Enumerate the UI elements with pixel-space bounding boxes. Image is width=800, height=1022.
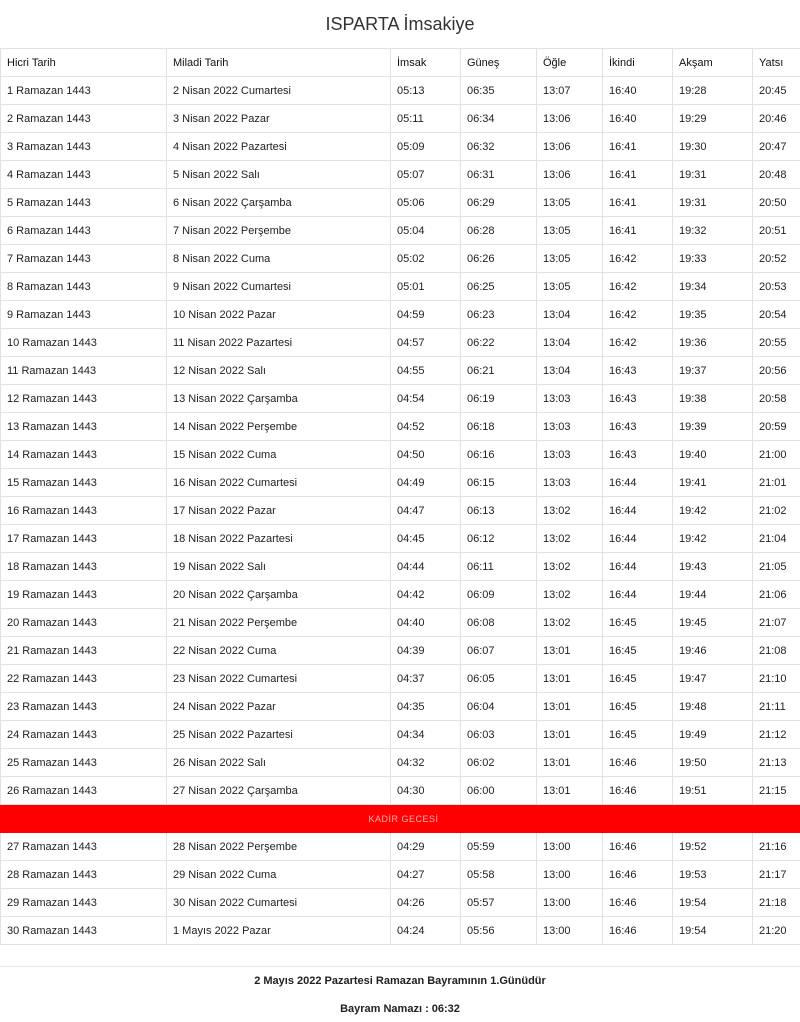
table-cell: 16:42 (603, 329, 673, 357)
table-cell: 13:05 (537, 217, 603, 245)
table-row (1, 609, 800, 637)
table-row (1, 553, 800, 581)
table-cell: 21:11 (753, 693, 800, 721)
table-cell: 19 Nisan 2022 Salı (167, 553, 391, 581)
table-cell: 21:16 (753, 833, 800, 861)
table-cell: 16:45 (603, 637, 673, 665)
column-header: Yatsı (753, 49, 800, 77)
table-cell: 06:22 (461, 329, 537, 357)
table-cell: 16 Nisan 2022 Cumartesi (167, 469, 391, 497)
table-cell: 13:05 (537, 245, 603, 273)
table-cell: 16:42 (603, 245, 673, 273)
table-cell: 11 Nisan 2022 Pazartesi (167, 329, 391, 357)
table-row (1, 693, 800, 721)
table-cell: 20:47 (753, 133, 800, 161)
column-header: Öğle (537, 49, 603, 77)
table-cell: 21:04 (753, 525, 800, 553)
table-cell: 19:50 (673, 749, 753, 777)
table-cell: 16:46 (603, 777, 673, 805)
table-row (1, 189, 800, 217)
table-cell: 16:46 (603, 861, 673, 889)
table-cell: 13:00 (537, 889, 603, 917)
table-cell: 19:46 (673, 637, 753, 665)
table-cell: 06:32 (461, 133, 537, 161)
table-cell: 13:04 (537, 301, 603, 329)
table-cell: 05:09 (391, 133, 461, 161)
table-cell: 06:23 (461, 301, 537, 329)
table-cell: 06:35 (461, 77, 537, 105)
table-cell: 19:43 (673, 553, 753, 581)
table-row (1, 133, 800, 161)
table-cell: 06:18 (461, 413, 537, 441)
table-cell: 19 Ramazan 1443 (1, 581, 167, 609)
table-cell: 16:42 (603, 273, 673, 301)
page-title: ISPARTA İmsakiye (325, 14, 475, 34)
table-cell: 20 Nisan 2022 Çarşamba (167, 581, 391, 609)
table-cell: 13:02 (537, 553, 603, 581)
table-row (1, 245, 800, 273)
table-cell: 21 Ramazan 1443 (1, 637, 167, 665)
table-cell: 21:18 (753, 889, 800, 917)
table-cell: 05:58 (461, 861, 537, 889)
table-cell: 06:11 (461, 553, 537, 581)
table-cell: 16:46 (603, 889, 673, 917)
table-cell: 14 Nisan 2022 Perşembe (167, 413, 391, 441)
table-cell: 19:51 (673, 777, 753, 805)
table-cell: 5 Ramazan 1443 (1, 189, 167, 217)
table-row (1, 581, 800, 609)
table-cell: 05:57 (461, 889, 537, 917)
column-header: Miladi Tarih (167, 49, 391, 77)
table-cell: 19:48 (673, 693, 753, 721)
table-row (1, 357, 800, 385)
table-row (1, 889, 800, 917)
table-cell: 16:45 (603, 665, 673, 693)
table-cell: 16:44 (603, 469, 673, 497)
table-row (1, 833, 800, 861)
table-cell: 19:53 (673, 861, 753, 889)
table-cell: 12 Ramazan 1443 (1, 385, 167, 413)
table-cell: 19:34 (673, 273, 753, 301)
table-cell: 06:12 (461, 525, 537, 553)
table-cell: 06:13 (461, 497, 537, 525)
column-header: Akşam (673, 49, 753, 77)
table-cell: 8 Ramazan 1443 (1, 273, 167, 301)
table-cell: 15 Ramazan 1443 (1, 469, 167, 497)
table-cell: 2 Ramazan 1443 (1, 105, 167, 133)
table-cell: 16:44 (603, 525, 673, 553)
table-cell: 06:05 (461, 665, 537, 693)
table-cell: 12 Nisan 2022 Salı (167, 357, 391, 385)
table-cell: 05:02 (391, 245, 461, 273)
table-cell: 5 Nisan 2022 Salı (167, 161, 391, 189)
table-row (1, 917, 800, 945)
table-cell: 21:06 (753, 581, 800, 609)
table-cell: 04:49 (391, 469, 461, 497)
table-cell: 17 Nisan 2022 Pazar (167, 497, 391, 525)
table-cell: 21:15 (753, 777, 800, 805)
table-cell: 04:52 (391, 413, 461, 441)
table-cell: 30 Nisan 2022 Cumartesi (167, 889, 391, 917)
table-cell: 04:40 (391, 609, 461, 637)
table-cell: 29 Ramazan 1443 (1, 889, 167, 917)
table-cell: 13:03 (537, 385, 603, 413)
table-cell: 23 Ramazan 1443 (1, 693, 167, 721)
table-cell: 06:16 (461, 441, 537, 469)
table-cell: 19:54 (673, 889, 753, 917)
table-cell: 19:39 (673, 413, 753, 441)
table-cell: 21:10 (753, 665, 800, 693)
table-cell: 24 Ramazan 1443 (1, 721, 167, 749)
table-cell: 6 Nisan 2022 Çarşamba (167, 189, 391, 217)
table-row (1, 469, 800, 497)
table-cell: 13:03 (537, 413, 603, 441)
table-cell: 04:34 (391, 721, 461, 749)
table-row (1, 77, 800, 105)
kadir-gecesi-label: KADİR GECESİ (1, 805, 800, 833)
table-cell: 20:59 (753, 413, 800, 441)
table-cell: 21:05 (753, 553, 800, 581)
table-cell: 06:15 (461, 469, 537, 497)
table-cell: 13:02 (537, 609, 603, 637)
table-cell: 22 Nisan 2022 Cuma (167, 637, 391, 665)
table-cell: 21 Nisan 2022 Perşembe (167, 609, 391, 637)
table-cell: 06:07 (461, 637, 537, 665)
table-cell: 06:02 (461, 749, 537, 777)
table-cell: 05:59 (461, 833, 537, 861)
table-cell: 7 Nisan 2022 Perşembe (167, 217, 391, 245)
table-cell: 19:52 (673, 833, 753, 861)
table-cell: 06:25 (461, 273, 537, 301)
table-cell: 13:03 (537, 469, 603, 497)
table-cell: 17 Ramazan 1443 (1, 525, 167, 553)
table-row (1, 721, 800, 749)
table-cell: 4 Nisan 2022 Pazartesi (167, 133, 391, 161)
table-cell: 13:01 (537, 665, 603, 693)
table-cell: 9 Nisan 2022 Cumartesi (167, 273, 391, 301)
table-cell: 04:59 (391, 301, 461, 329)
table-cell: 13:06 (537, 105, 603, 133)
table-cell: 13:07 (537, 77, 603, 105)
table-cell: 21:00 (753, 441, 800, 469)
table-cell: 06:04 (461, 693, 537, 721)
table-cell: 19:54 (673, 917, 753, 945)
table-cell: 06:26 (461, 245, 537, 273)
table-cell: 04:27 (391, 861, 461, 889)
table-cell: 04:57 (391, 329, 461, 357)
table-cell: 04:26 (391, 889, 461, 917)
table-cell: 6 Ramazan 1443 (1, 217, 167, 245)
table-cell: 21:20 (753, 917, 800, 945)
table-header-row (1, 49, 800, 77)
table-cell: 23 Nisan 2022 Cumartesi (167, 665, 391, 693)
table-cell: 29 Nisan 2022 Cuma (167, 861, 391, 889)
table-cell: 20:54 (753, 301, 800, 329)
table-cell: 3 Ramazan 1443 (1, 133, 167, 161)
table-cell: 16:43 (603, 413, 673, 441)
table-cell: 05:11 (391, 105, 461, 133)
table-cell: 13:01 (537, 749, 603, 777)
table-row (1, 301, 800, 329)
table-cell: 13:04 (537, 357, 603, 385)
table-row (1, 777, 800, 805)
table-cell: 20:51 (753, 217, 800, 245)
table-cell: 19:31 (673, 189, 753, 217)
table-cell: 19:31 (673, 161, 753, 189)
table-cell: 13:00 (537, 833, 603, 861)
column-header: Hicri Tarih (1, 49, 167, 77)
table-cell: 4 Ramazan 1443 (1, 161, 167, 189)
table-cell: 16:46 (603, 833, 673, 861)
table-cell: 19:49 (673, 721, 753, 749)
table-cell: 21:13 (753, 749, 800, 777)
table-cell: 05:13 (391, 77, 461, 105)
table-cell: 13:06 (537, 133, 603, 161)
table-cell: 21:02 (753, 497, 800, 525)
table-cell: 19:35 (673, 301, 753, 329)
table-row (1, 861, 800, 889)
table-cell: 19:41 (673, 469, 753, 497)
kadir-gecesi-row (1, 805, 800, 833)
table-cell: 13:05 (537, 273, 603, 301)
table-cell: 04:50 (391, 441, 461, 469)
table-cell: 19:44 (673, 581, 753, 609)
table-cell: 16:40 (603, 105, 673, 133)
table-cell: 19:42 (673, 525, 753, 553)
table-cell: 9 Ramazan 1443 (1, 301, 167, 329)
column-header: Güneş (461, 49, 537, 77)
table-cell: 04:35 (391, 693, 461, 721)
table-cell: 06:19 (461, 385, 537, 413)
table-row (1, 497, 800, 525)
table-cell: 20:58 (753, 385, 800, 413)
table-cell: 19:36 (673, 329, 753, 357)
table-cell: 04:42 (391, 581, 461, 609)
table-cell: 28 Ramazan 1443 (1, 861, 167, 889)
table-cell: 13:02 (537, 525, 603, 553)
table-cell: 7 Ramazan 1443 (1, 245, 167, 273)
table-cell: 30 Ramazan 1443 (1, 917, 167, 945)
table-cell: 16:41 (603, 133, 673, 161)
table-cell: 05:01 (391, 273, 461, 301)
table-cell: 25 Ramazan 1443 (1, 749, 167, 777)
table-cell: 04:45 (391, 525, 461, 553)
table-cell: 28 Nisan 2022 Perşembe (167, 833, 391, 861)
table-cell: 13:02 (537, 497, 603, 525)
table-cell: 1 Mayıs 2022 Pazar (167, 917, 391, 945)
table-cell: 21:12 (753, 721, 800, 749)
table-row (1, 413, 800, 441)
table-cell: 13:00 (537, 861, 603, 889)
table-cell: 16:40 (603, 77, 673, 105)
table-cell: 05:04 (391, 217, 461, 245)
table-body (1, 77, 800, 945)
table-cell: 24 Nisan 2022 Pazar (167, 693, 391, 721)
table-cell: 19:45 (673, 609, 753, 637)
table-cell: 19:33 (673, 245, 753, 273)
table-cell: 18 Ramazan 1443 (1, 553, 167, 581)
table-cell: 06:03 (461, 721, 537, 749)
table-cell: 16:43 (603, 357, 673, 385)
table-cell: 20:53 (753, 273, 800, 301)
table-cell: 13:06 (537, 161, 603, 189)
table-cell: 26 Ramazan 1443 (1, 777, 167, 805)
table-cell: 20:52 (753, 245, 800, 273)
table-cell: 06:08 (461, 609, 537, 637)
table-row (1, 329, 800, 357)
column-header: İmsak (391, 49, 461, 77)
bayram-namazi-time: Bayram Namazı : 06:32 (340, 1003, 460, 1015)
table-row (1, 161, 800, 189)
table-cell: 16:44 (603, 497, 673, 525)
table-cell: 19:28 (673, 77, 753, 105)
table-cell: 16:41 (603, 161, 673, 189)
table-cell: 10 Ramazan 1443 (1, 329, 167, 357)
table-cell: 06:34 (461, 105, 537, 133)
table-cell: 04:47 (391, 497, 461, 525)
table-cell: 06:31 (461, 161, 537, 189)
table-cell: 13:03 (537, 441, 603, 469)
table-row (1, 105, 800, 133)
table-cell: 19:37 (673, 357, 753, 385)
table-cell: 16:45 (603, 693, 673, 721)
table-cell: 16:45 (603, 721, 673, 749)
table-cell: 25 Nisan 2022 Pazartesi (167, 721, 391, 749)
table-cell: 04:54 (391, 385, 461, 413)
table-cell: 16 Ramazan 1443 (1, 497, 167, 525)
table-cell: 13:01 (537, 693, 603, 721)
table-cell: 13:02 (537, 581, 603, 609)
table-cell: 06:29 (461, 189, 537, 217)
table-cell: 16:43 (603, 385, 673, 413)
table-cell: 05:56 (461, 917, 537, 945)
table-cell: 20:55 (753, 329, 800, 357)
table-cell: 19:32 (673, 217, 753, 245)
table-cell: 15 Nisan 2022 Cuma (167, 441, 391, 469)
table-row (1, 749, 800, 777)
table-cell: 16:46 (603, 917, 673, 945)
table-cell: 18 Nisan 2022 Pazartesi (167, 525, 391, 553)
table-cell: 13:05 (537, 189, 603, 217)
table-cell: 27 Nisan 2022 Çarşamba (167, 777, 391, 805)
table-cell: 16:43 (603, 441, 673, 469)
table-cell: 06:09 (461, 581, 537, 609)
table-cell: 21:17 (753, 861, 800, 889)
table-cell: 04:37 (391, 665, 461, 693)
table-cell: 06:28 (461, 217, 537, 245)
table-cell: 27 Ramazan 1443 (1, 833, 167, 861)
table-cell: 13:04 (537, 329, 603, 357)
table-cell: 13 Nisan 2022 Çarşamba (167, 385, 391, 413)
table-row (1, 385, 800, 413)
table-cell: 10 Nisan 2022 Pazar (167, 301, 391, 329)
table-cell: 05:06 (391, 189, 461, 217)
table-cell: 11 Ramazan 1443 (1, 357, 167, 385)
table-cell: 21:08 (753, 637, 800, 665)
table-cell: 20 Ramazan 1443 (1, 609, 167, 637)
table-cell: 04:29 (391, 833, 461, 861)
table-cell: 13:01 (537, 721, 603, 749)
table-cell: 16:41 (603, 217, 673, 245)
bayram-note: 2 Mayıs 2022 Pazartesi Ramazan Bayramının 1.Günüdür (254, 975, 546, 987)
table-cell: 13:01 (537, 777, 603, 805)
table-cell: 04:55 (391, 357, 461, 385)
table-cell: 04:30 (391, 777, 461, 805)
table-cell: 20:50 (753, 189, 800, 217)
table-cell: 13 Ramazan 1443 (1, 413, 167, 441)
table-cell: 04:32 (391, 749, 461, 777)
table-cell: 26 Nisan 2022 Salı (167, 749, 391, 777)
table-row (1, 441, 800, 469)
table-cell: 16:44 (603, 581, 673, 609)
table-cell: 04:24 (391, 917, 461, 945)
table-cell: 06:00 (461, 777, 537, 805)
table-cell: 04:44 (391, 553, 461, 581)
table-row (1, 217, 800, 245)
table-cell: 1 Ramazan 1443 (1, 77, 167, 105)
table-row (1, 665, 800, 693)
table-row (1, 525, 800, 553)
table-row (1, 637, 800, 665)
table-cell: 16:42 (603, 301, 673, 329)
table-cell: 8 Nisan 2022 Cuma (167, 245, 391, 273)
table-cell: 06:21 (461, 357, 537, 385)
column-header: İkindi (603, 49, 673, 77)
footer-divider (0, 966, 800, 967)
table-cell: 16:44 (603, 553, 673, 581)
table-cell: 19:38 (673, 385, 753, 413)
table-cell: 20:46 (753, 105, 800, 133)
table-cell: 19:42 (673, 497, 753, 525)
table-cell: 3 Nisan 2022 Pazar (167, 105, 391, 133)
table-cell: 16:46 (603, 749, 673, 777)
table-cell: 19:40 (673, 441, 753, 469)
table-cell: 19:29 (673, 105, 753, 133)
table-cell: 21:07 (753, 609, 800, 637)
table-cell: 19:30 (673, 133, 753, 161)
table-cell: 20:48 (753, 161, 800, 189)
table-row (1, 273, 800, 301)
table-cell: 14 Ramazan 1443 (1, 441, 167, 469)
table-cell: 13:01 (537, 637, 603, 665)
table-cell: 20:56 (753, 357, 800, 385)
table-cell: 19:47 (673, 665, 753, 693)
table-cell: 16:41 (603, 189, 673, 217)
table-cell: 21:01 (753, 469, 800, 497)
table-cell: 05:07 (391, 161, 461, 189)
table-cell: 20:45 (753, 77, 800, 105)
table-cell: 16:45 (603, 609, 673, 637)
imsakiye-table (0, 48, 800, 945)
table-cell: 04:39 (391, 637, 461, 665)
table-cell: 2 Nisan 2022 Cumartesi (167, 77, 391, 105)
table-cell: 22 Ramazan 1443 (1, 665, 167, 693)
table-cell: 13:00 (537, 917, 603, 945)
